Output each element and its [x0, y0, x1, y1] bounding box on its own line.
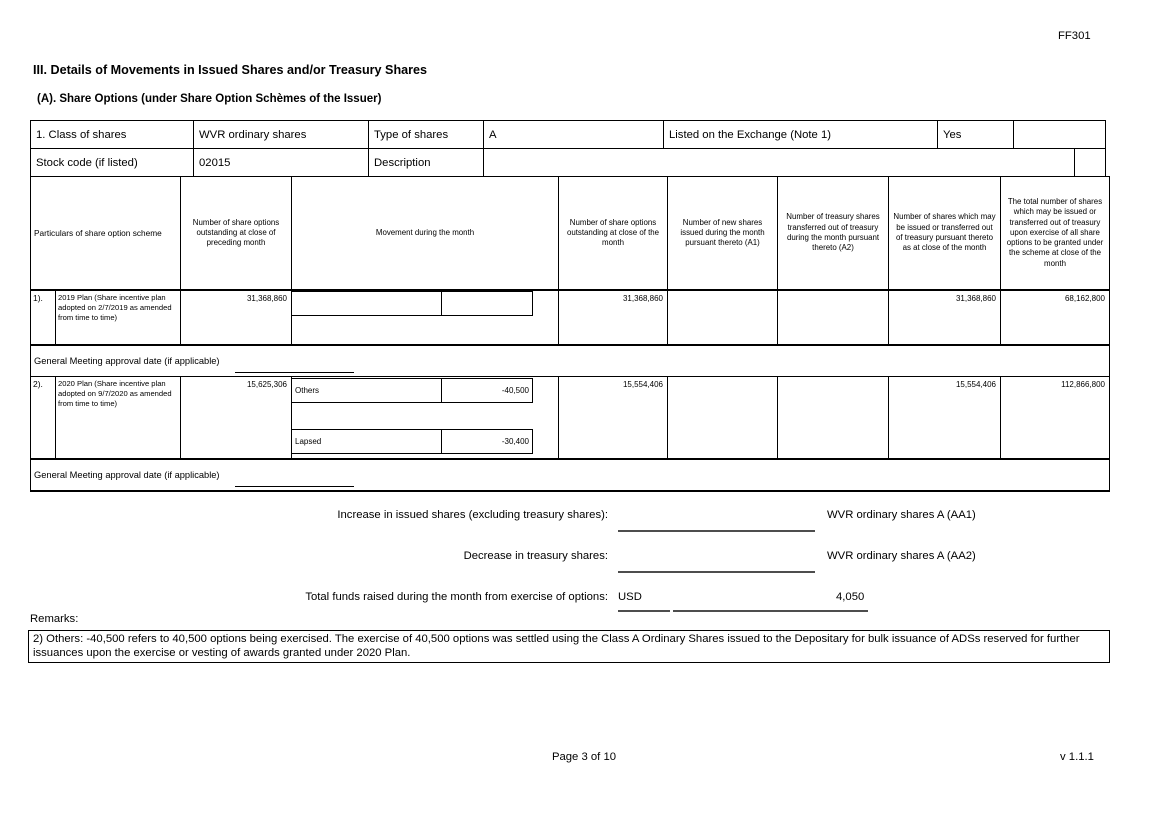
decrease-fill-line [618, 571, 815, 573]
particulars-2019-plan: 2019 Plan (Share incentive plan adopted on 2/7/2019 as amended from time to time) [56, 291, 181, 344]
remarks-box: 2) Others: -40,500 refers to 40,500 options being exercised. The exercise of 40,500 options was settled using the Class A Ordinary Shares issued to the Depositary for bulk issuance of ADSs reserved for further issuances upon the exercise or vesting of awards granted under 2020 Plan. [28, 630, 1110, 663]
stock-code-label: Stock code (if listed) [31, 149, 194, 176]
page-number: Page 3 of 10 [551, 751, 617, 763]
particulars-2020-plan: 2020 Plan (Share incentive plan adopted on 9/7/2020 as amended from time to time) [56, 377, 181, 458]
increase-issued-shares-label: Increase in issued shares (excluding treasury shares): [337, 509, 608, 521]
total-funds-amount: 4,050 [836, 591, 865, 603]
movement-cell [292, 377, 559, 458]
section-title: III. Details of Movements in Issued Shares and/or Treasury Shares [33, 63, 428, 77]
decrease-treasury-shares-label: Decrease in treasury shares: [463, 550, 608, 562]
total-may-be-issued-value: 112,866,800 [1061, 380, 1105, 389]
share-options-table [30, 176, 1110, 492]
new-shares-a1-value [668, 377, 778, 458]
header-total-may-be-issued: The total number of shares which may be issued or transferred out of treasury upon exercise of all share options to be granted under the scheme at close of the month [1006, 197, 1104, 268]
header-particulars: Particulars of share option scheme [31, 177, 181, 289]
header-outstanding-close: Number of share options outstanding at close of the month [559, 177, 668, 289]
movement-amount: -30,400 [501, 437, 529, 446]
preceding-month-value: 31,368,860 [181, 291, 292, 344]
row-number: 1). [31, 291, 56, 344]
remarks-label: Remarks: [30, 613, 79, 625]
subsection-title: (A). Share Options (under Share Option Schèmes of the Issuer) [37, 93, 382, 105]
info-table-row-1 [31, 121, 1105, 149]
movement-box-lapsed [292, 429, 533, 454]
header-new-shares-a1: Number of new shares issued during the month pursuant thereto (A1) [668, 177, 778, 289]
treasury-a2-value [778, 291, 889, 344]
movement-type: Others [292, 379, 442, 402]
header-treasury-a2: Number of treasury shares transferred out of treasury during the month pursuant thereto (A2) [778, 177, 889, 289]
stock-code-value: 02015 [194, 149, 369, 176]
close-month-value: 31,368,860 [559, 291, 668, 344]
preceding-month-value: 15,625,306 [181, 377, 292, 458]
option-scheme-row-2020-plan [31, 377, 1109, 460]
gm-approval-row-2 [31, 460, 1109, 490]
increase-fill-line [618, 530, 815, 532]
listed-on-exchange-value: Yes [938, 121, 1014, 148]
movement-type [292, 292, 442, 315]
header-movement: Movement during the month [292, 177, 559, 289]
total-funds-raised-label: Total funds raised during the month from exercise of options: [305, 591, 608, 603]
form-version: v 1.1.1 [1060, 751, 1094, 763]
movement-box-others [292, 378, 533, 403]
movement-box-empty [292, 291, 533, 316]
info-table-row-2 [31, 149, 1105, 176]
header-outstanding-preceding: Number of share options outstanding at close of preceding month [181, 177, 292, 289]
movement-amount [442, 292, 532, 315]
options-table-header-row [31, 177, 1109, 291]
form-code: FF301 [1058, 30, 1091, 42]
new-shares-a1-value [668, 291, 778, 344]
movement-amount: -40,500 [501, 386, 529, 395]
header-may-be-issued: Number of shares which may be issued or transferred out of treasury pursuant thereto as at close of the month [889, 177, 1001, 289]
gm-approval-date-blank [235, 372, 354, 373]
share-class-info-table [30, 120, 1106, 177]
amount-fill-line [673, 610, 868, 612]
info-row1-empty-cell [1014, 121, 1105, 148]
gm-approval-date-blank [235, 486, 354, 487]
info-row2-empty-cell [1075, 149, 1105, 176]
total-may-be-issued-value: 68,162,800 [1064, 294, 1105, 303]
class-of-shares-value: WVR ordinary shares [194, 121, 369, 148]
may-be-issued-value: 31,368,860 [889, 291, 1001, 344]
treasury-a2-value [778, 377, 889, 458]
row-number: 2). [31, 377, 56, 458]
class-of-shares-label: 1. Class of shares [31, 121, 194, 148]
description-label: Description [369, 149, 484, 176]
gm-approval-label: General Meeting approval date (if applicable) [34, 356, 220, 366]
increase-share-class: WVR ordinary shares A (AA1) [827, 509, 976, 521]
close-month-value: 15,554,406 [559, 377, 668, 458]
option-scheme-row-2019-plan [31, 291, 1109, 346]
listed-on-exchange-label: Listed on the Exchange (Note 1) [664, 121, 938, 148]
type-of-shares-label: Type of shares [369, 121, 484, 148]
description-value [484, 149, 1075, 176]
gm-approval-row-1 [31, 346, 1109, 377]
currency-fill-line [618, 610, 670, 612]
may-be-issued-value: 15,554,406 [889, 377, 1001, 458]
decrease-share-class: WVR ordinary shares A (AA2) [827, 550, 976, 562]
movement-type: Lapsed [292, 430, 442, 453]
type-of-shares-value: A [484, 121, 664, 148]
gm-approval-label: General Meeting approval date (if applicable) [34, 470, 220, 480]
currency-code: USD [618, 591, 642, 603]
movement-cell [292, 291, 559, 344]
